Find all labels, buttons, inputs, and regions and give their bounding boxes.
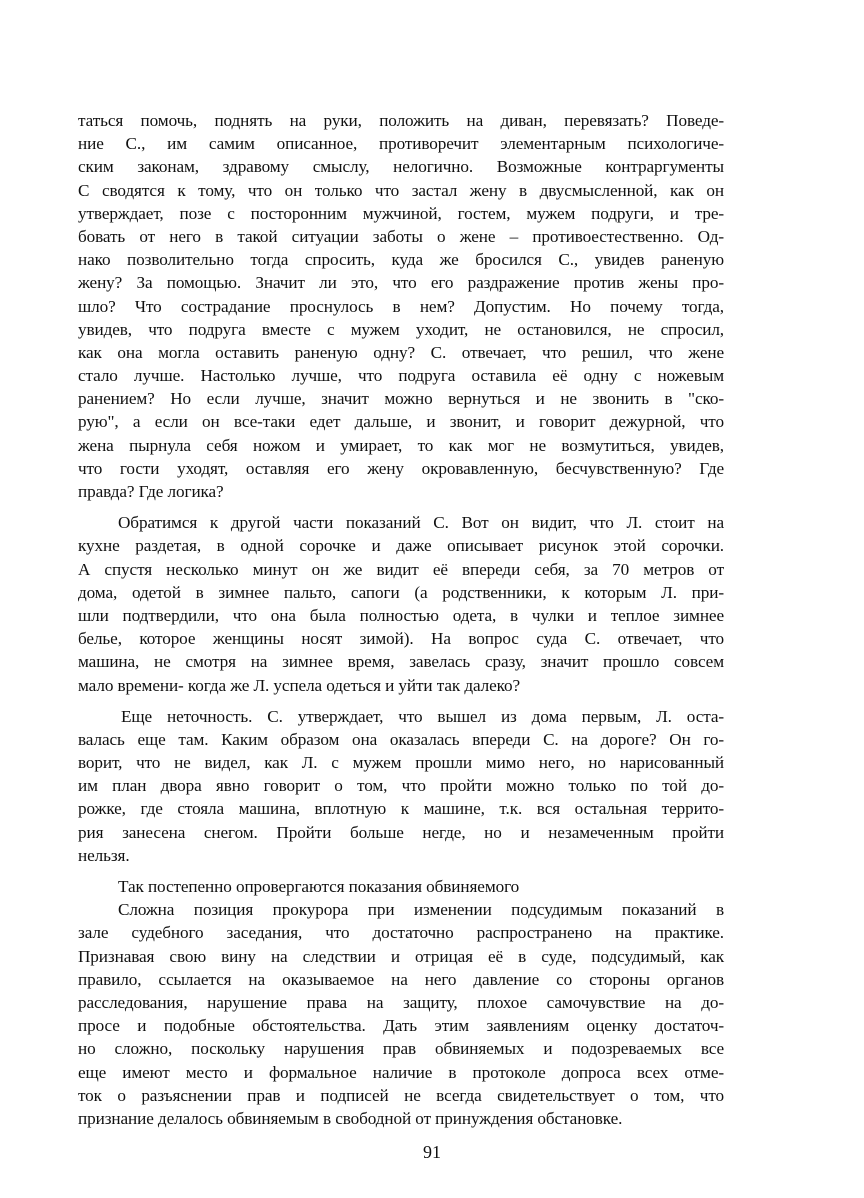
text-line: им план двора явно говорит о том, что пройти можно только по той до- — [78, 776, 724, 796]
text-line: Сложна позиция прокурора при изменении подсудимым показаний в — [118, 900, 724, 920]
text-line: увидев, что подруга вместе с мужем уходит, не остановился, не спросил, — [78, 319, 724, 339]
page-number: 91 — [423, 1142, 441, 1162]
text-line: ток о разъяснении прав и подписей не всегда свидетельствует о том, что — [78, 1085, 724, 1105]
text-line: ранением? Но если лучше, значит можно вернуться и не звонить в "ско- — [78, 389, 724, 409]
text-line: жену? За помощью. Значит ли это, что его раздражение против жены про- — [78, 273, 724, 293]
paragraph — [78, 875, 724, 898]
text-line: нако позволительно тогда спросить, куда же бросился С., увидев раненую — [78, 250, 724, 270]
text-line: дома, одетой в зимнее пальто, сапоги (а родственники, к которым Л. при- — [78, 582, 724, 602]
text-line: рожке, где стояла машина, вплотную к машине, т.к. вся остальная террито- — [78, 799, 724, 819]
paragraph — [78, 705, 724, 867]
text-line: С сводятся к тому, что он только что застал жену в двусмысленной, как он — [78, 180, 724, 200]
text-line: Признавая свою вину на следствии и отрицая её в суде, подсудимый, как — [78, 946, 724, 966]
text-line: нельзя. — [78, 845, 130, 865]
text-line: но сложно, поскольку нарушения прав обвиняемых и подозреваемых все — [78, 1039, 724, 1059]
text-line: правило, ссылается на оказываемое на него давление со стороны органов — [78, 969, 724, 989]
text-line: что гости уходят, оставляя его жену окровавленную, бесчувственную? Где — [78, 458, 724, 478]
text-line: ние С., им самим описанное, противоречит элементарным психологиче- — [78, 134, 724, 154]
text-line: просе и подобные обстоятельства. Дать этим заявлениям оценку достаточ- — [78, 1016, 724, 1036]
text-line: жена пырнула себя ножом и умирает, то как мог не возмутиться, увидев, — [78, 435, 724, 455]
text-line: Так постепенно опровергаются показания обвиняемого — [118, 877, 520, 896]
paragraph — [78, 898, 724, 1130]
text-line: белье, которое женщины носят зимой). На вопрос суда С. отвечает, что — [78, 629, 724, 649]
text-line: Еще неточность. С. утверждает, что вышел из дома первым, Л. оста- — [121, 706, 724, 726]
text-line: валась еще там. Каким образом она оказалась впереди С. на дороге? Он го- — [78, 729, 724, 749]
text-line: стало лучше. Настолько лучше, что подруга оставила её одну с ножевым — [78, 366, 724, 386]
text-line: шли подтвердили, что она была полностью одета, в чулки и теплое зимнее — [78, 605, 724, 625]
text-line: ворит, что не видел, как Л. с мужем прошли мимо него, но нарисованный — [78, 753, 724, 773]
page-body — [78, 109, 724, 1130]
text-line: утверждает, позе с посторонним мужчиной, гостем, мужем подруги, и тре- — [78, 203, 724, 223]
text-line: еще имеют место и формальное наличие в протоколе допроса всех отме- — [78, 1062, 724, 1082]
text-line: таться помочь, поднять на руки, положить на диван, перевязать? Поведе- — [78, 111, 724, 130]
text-line: рую", а если он все-таки едет дальше, и звонит, и говорит дежурной, что — [78, 412, 724, 432]
text-line: рия занесена снегом. Пройти больше негде, но и незамеченным пройти — [78, 822, 724, 842]
text-line: признание делалось обвиняемым в свободной от принуждения обстановке. — [78, 1108, 623, 1128]
text-line: зале судебного заседания, что достаточно распространено на практике. — [78, 923, 724, 943]
text-line: правда? Где логика? — [78, 482, 224, 501]
paragraph — [78, 109, 724, 503]
text-line: А спустя несколько минут он же видит её впереди себя, за 70 метров от — [78, 559, 724, 579]
paragraph — [78, 511, 724, 697]
text-line: расследования, нарушение права на защиту, плохое самочувствие на до- — [78, 992, 724, 1012]
text-line: мало времени- когда же Л. успела одеться и уйти так далеко? — [78, 675, 521, 695]
text-line: машина, не смотря на зимнее время, завелась сразу, значит прошло совсем — [78, 652, 724, 672]
text-line: как она могла оставить раненую одну? С. отвечает, что решил, что жене — [78, 342, 724, 362]
text-line: кухне раздетая, в одной сорочке и даже описывает рисунок этой сорочки. — [78, 536, 724, 556]
text-line: Обратимся к другой части показаний С. Вот он видит, что Л. стоит на — [118, 513, 724, 533]
text-line: ским законам, здравому смыслу, нелогично. Возможные контраргументы — [78, 157, 724, 177]
text-line: шло? Что сострадание проснулось в нем? Допустим. Но почему тогда, — [78, 296, 724, 316]
text-line: бовать от него в такой ситуации заботы о жене – противоестественно. Од- — [78, 226, 724, 246]
